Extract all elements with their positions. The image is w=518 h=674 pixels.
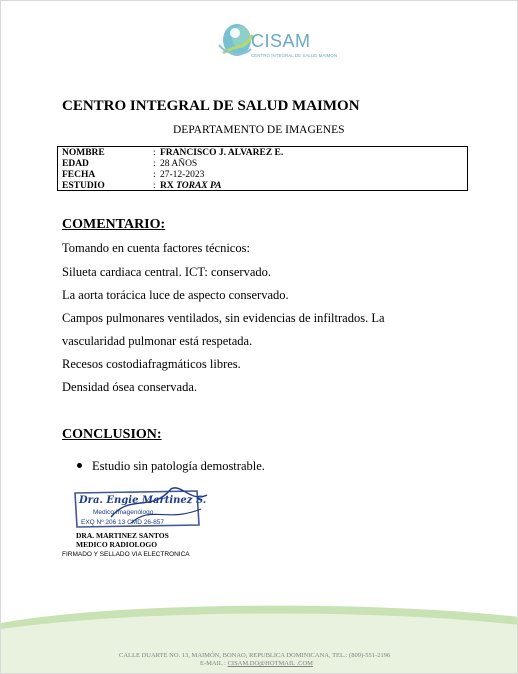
stamp-name: Dra. Engie Martinez S. bbox=[79, 495, 207, 506]
comentario-line: Densidad ósea conservada. bbox=[62, 380, 198, 394]
patient-name-value: FRANCISCO J. ALVAREZ E. bbox=[160, 148, 284, 158]
doctor-role: MEDICO RADIOLOGO bbox=[76, 540, 158, 549]
field-separator: : bbox=[153, 170, 156, 180]
doctor-stamp-signature bbox=[71, 483, 211, 533]
study-prefix: RX bbox=[160, 181, 177, 191]
study-value bbox=[160, 181, 221, 192]
logo-subtitle: CENTRO INTEGRAL DE SALUD MAIMON bbox=[251, 53, 338, 58]
comentario-line: La aorta torácica luce de aspecto conservado. bbox=[62, 288, 289, 302]
stamp-exq: EXQ Nº 206 13 CMD 26-857 bbox=[81, 519, 164, 526]
logo-text: CISAM bbox=[251, 31, 311, 51]
patient-age-value: 28 AÑOS bbox=[160, 159, 198, 169]
comentario-line: vascularidad pulmonar está respetada. bbox=[62, 334, 253, 348]
signature-note: FIRMADO Y SELLADO VIA ELECTRONICA bbox=[62, 551, 190, 558]
field-separator: : bbox=[153, 148, 156, 158]
footer-address: CALLE DUARTE NO. 13, MAIMÓN, BONAO, REPUBLICA DOMINICANA, TEL.: (809)-551-2196 bbox=[119, 652, 391, 659]
study-name: TORAX PA bbox=[176, 181, 222, 191]
report-title: CENTRO INTEGRAL DE SALUD MAIMON bbox=[62, 98, 360, 114]
email-link[interactable]: CISAM.DO@HOTMAIL .COM bbox=[227, 660, 313, 667]
field-separator: : bbox=[153, 181, 156, 191]
field-label: EDAD bbox=[62, 159, 89, 169]
conclusion-item: Estudio sin patología demostrable. bbox=[92, 459, 265, 473]
patient-info-box bbox=[57, 146, 468, 191]
comentario-line: Campos pulmonares ventilados, sin evidencias de infiltrados. La bbox=[62, 311, 385, 325]
comentario-line: Recesos costodiafragmáticos libres. bbox=[62, 357, 241, 371]
stamp-role: Medico Imagenólogo bbox=[93, 509, 154, 516]
field-label: FECHA bbox=[62, 170, 96, 180]
bullet-icon bbox=[77, 463, 82, 468]
field-label: ESTUDIO bbox=[62, 181, 105, 191]
comentario-heading: COMENTARIO: bbox=[62, 217, 166, 232]
department-name: DEPARTAMENTO DE IMAGENES bbox=[173, 124, 345, 136]
comentario-line: Silueta cardiaca central. ICT: conservado. bbox=[62, 265, 272, 279]
field-label: NOMBRE bbox=[62, 148, 105, 158]
exam-date-value: 27-12-2023 bbox=[160, 170, 205, 180]
comentario-line: Tomando en cuenta factores técnicos: bbox=[62, 241, 250, 255]
footer-email bbox=[200, 660, 313, 667]
doctor-name: DRA. MARTINEZ SANTOS bbox=[76, 531, 169, 540]
field-separator: : bbox=[153, 159, 156, 169]
conclusion-heading: CONCLUSION: bbox=[62, 427, 162, 442]
email-label: E-MAIL : bbox=[200, 660, 228, 667]
